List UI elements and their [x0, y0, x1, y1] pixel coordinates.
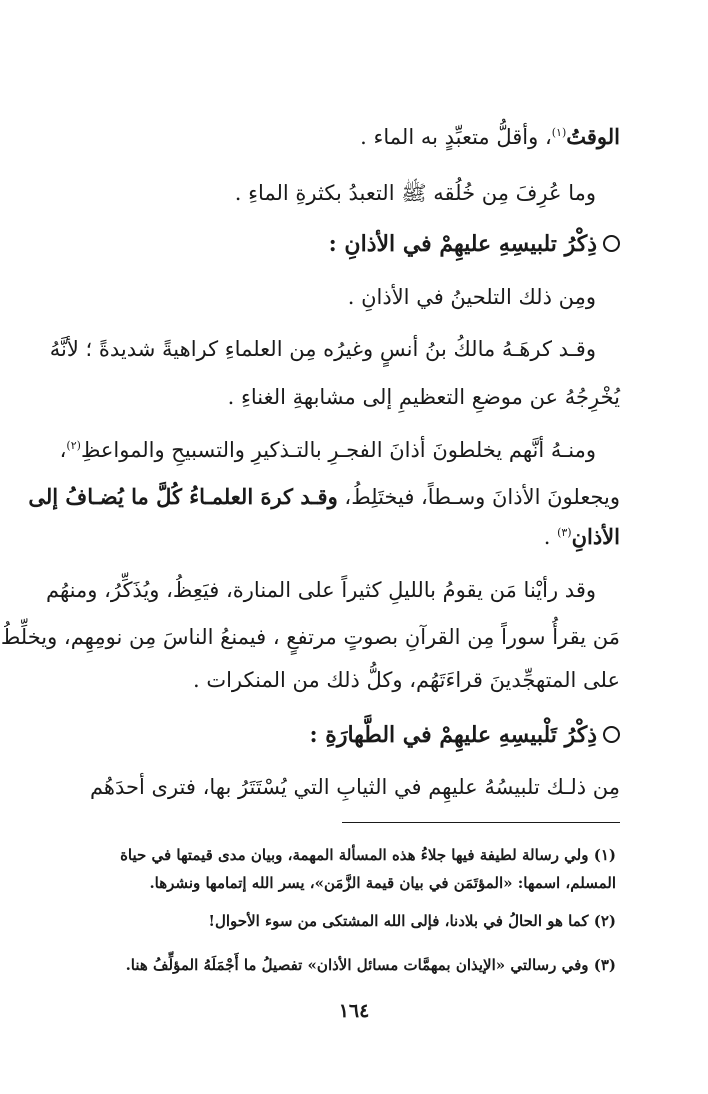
footnote-text: (٣) وفي رسالتي «الإيذان بمهمَّات مسائل الأذان» تفصيلُ ما أَجْمَلَهُ المؤلِّفُ هنا.	[125, 956, 616, 974]
text-line	[59, 433, 596, 467]
text-run: ومنـهُ أنَّهم يخلطونَ أذانَ الفجـرِ بالتـذكيرِ والتسبيحِ والمواعظِ	[80, 438, 596, 462]
circle-bullet-icon	[603, 726, 620, 743]
text-run: وقـد كرهَـهُ مالكُ بنُ أنسٍ وغيرُه مِن العلماءِ كراهيةً شديدةً ؛ لأنَّهُ	[49, 337, 596, 361]
footnote-text: المسلم، اسمها: «المؤتَمَن في بيان قيمة الزَّمَن»، يسر الله إتمامها ونشرها.	[149, 874, 616, 892]
footnote-ref-2[interactable]: (٢)	[66, 439, 81, 452]
text-line	[88, 520, 620, 554]
circle-bullet-icon	[603, 235, 620, 252]
section-heading-adhan	[88, 227, 620, 261]
text-run: ويجعلونَ الأذانَ وسـطاً، فيختَلِطُ،	[344, 485, 620, 509]
text-line	[88, 280, 596, 314]
footnote-2	[88, 908, 616, 934]
text-line	[88, 176, 596, 210]
footnote-divider	[342, 822, 620, 823]
text-run: ، وأقلُّ متعبِّدٍ به الماء .	[360, 125, 552, 149]
text-line	[88, 380, 620, 414]
text-line	[88, 120, 620, 154]
bold-run: وقـد كرهَ العلمـاءُ كُلَّ ما يُضـافُ إلى	[28, 484, 338, 509]
text-run: مِن ذلـك تلبيسُهُ عليهِم في الثيابِ التي يُسْتَتَرُ بها، فترى أحدَهُم	[89, 775, 620, 799]
text-line	[86, 770, 620, 804]
heading-text: ذِكْرُ تَلْبيسِهِ عليهِمْ في الطَّهارَةِ :	[309, 722, 597, 748]
text-line	[88, 663, 620, 697]
text-run: وما عُرِفَ مِن خُلُقه ﷺ التعبدُ بكثرةِ الماءِ .	[234, 181, 596, 205]
text-run: ،	[59, 438, 67, 462]
text-run: ومِن ذلك التلحينُ في الأذانِ .	[347, 285, 596, 309]
footnote-text: (١) ولي رسالة لطيفة فيها جلاءُ هذه المسألة المهمة، وبيان مدى قيمتها في حياة	[120, 846, 616, 864]
bold-word: الوقتُ	[566, 124, 620, 149]
text-run: يُخْرِجُهُ عن موضعِ التعظيمِ إلى مشابهةِ الغناءِ .	[227, 385, 620, 409]
text-line	[0, 620, 620, 654]
footnote-3	[88, 952, 616, 978]
text-run: على المتهجِّدينَ قراءَتَهُم، وكلُّ ذلك من المنكرات .	[192, 668, 620, 692]
footnote-ref-3[interactable]: (٣)	[557, 526, 572, 539]
footnote-ref-1[interactable]: (١)	[551, 126, 567, 139]
text-run: وقد رأيْنا مَن يقومُ بالليلِ كثيراً على المنارة، فيَعِظُ، ويُذَكِّرُ، ومنهُم	[46, 578, 596, 602]
text-line	[46, 573, 596, 607]
footnote-text: (٢) كما هو الحالُ في بلادنا، فإلى الله المشتكى من سوء الأحوال!	[208, 912, 616, 930]
text-run: .	[543, 525, 551, 549]
page-number: ١٦٤	[338, 1000, 370, 1022]
text-run: مَن يقرأُ سوراً مِن القرآنِ بصوتٍ مرتفعٍ ، فيمنعُ الناسَ مِن نومِهِم، ويخلِّطُ	[0, 625, 620, 649]
text-line	[49, 332, 596, 366]
heading-text: ذِكْرُ تلبيسِهِ عليهِمْ في الأذانِ :	[328, 231, 597, 257]
footnote-1-cont	[88, 870, 616, 896]
footnote-1	[88, 842, 616, 868]
bold-word: الأذانِ	[571, 524, 620, 549]
text-line	[28, 480, 620, 514]
section-heading-tahara	[88, 718, 620, 752]
